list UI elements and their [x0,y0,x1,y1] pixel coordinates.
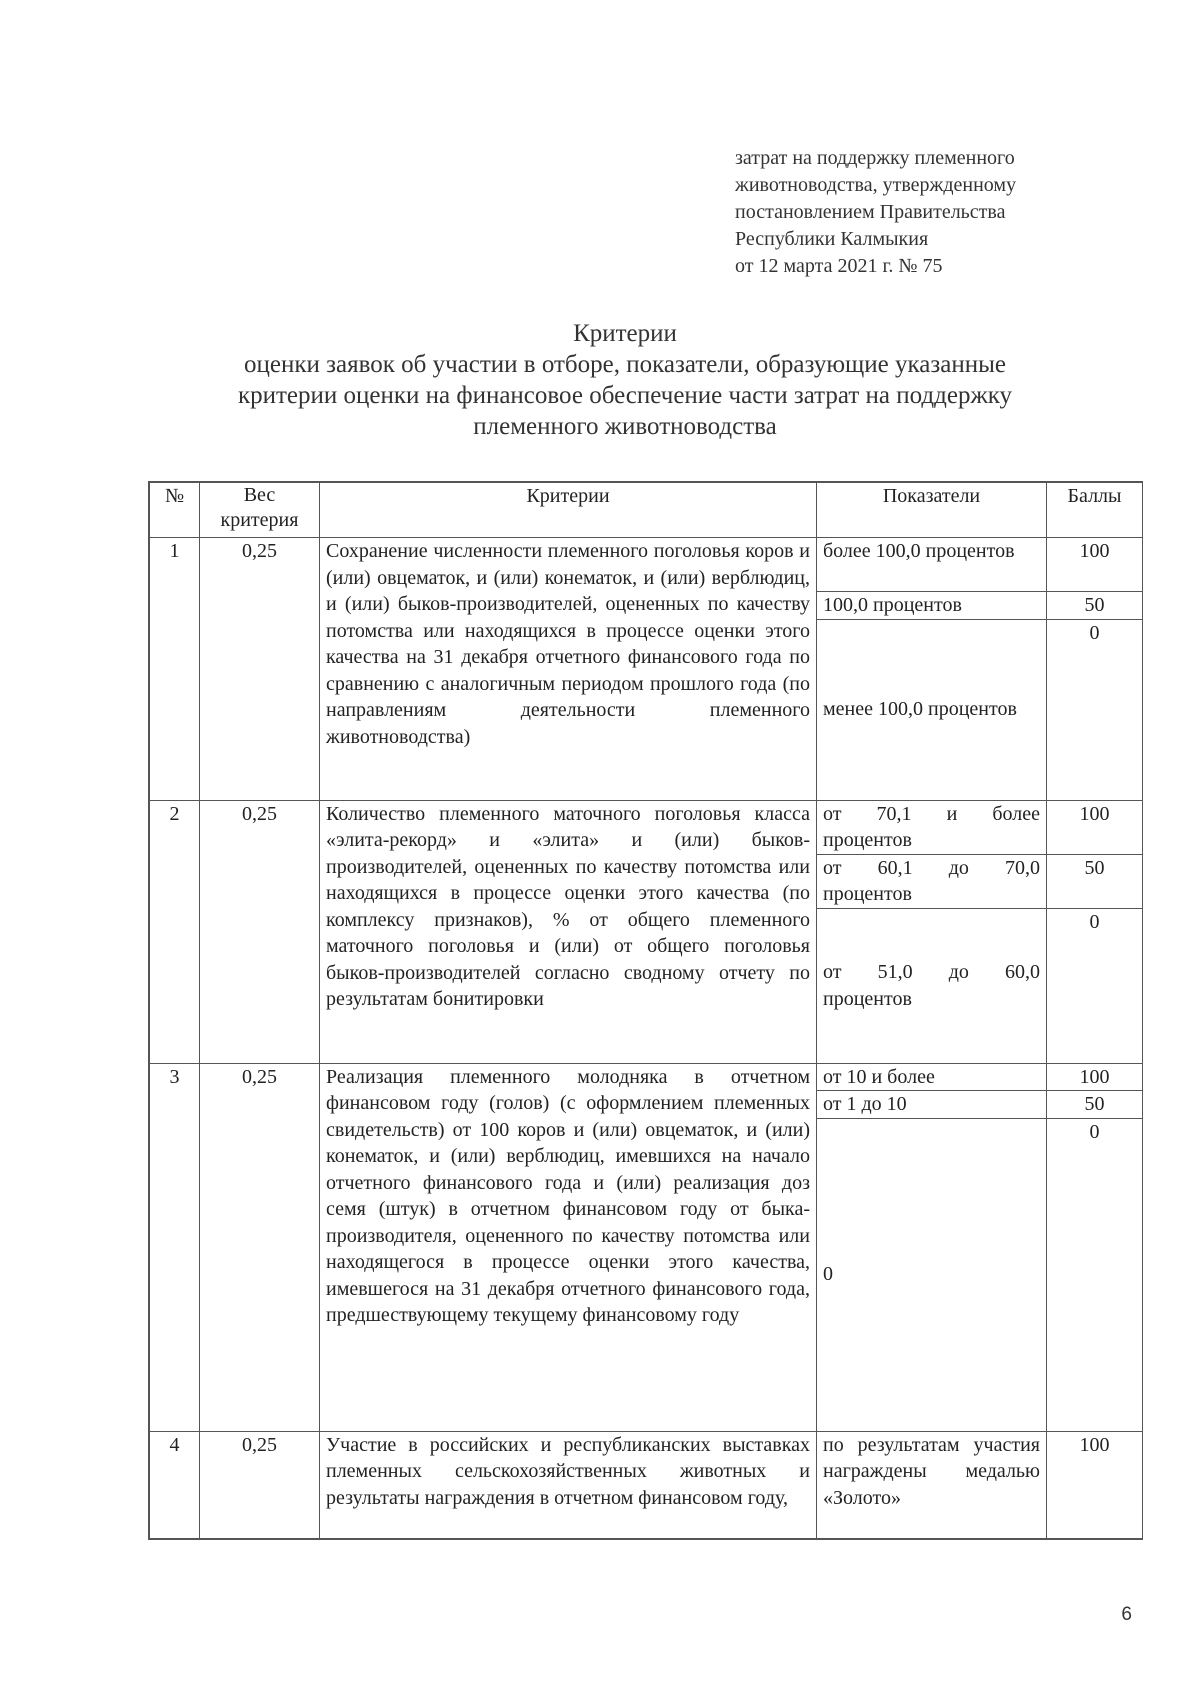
header-line: от 12 марта 2021 г. № 75 [735,255,943,277]
row-indicator: менее 100,0 процентов [817,619,1047,800]
row-weight: 0,25 [200,1063,320,1431]
row-criteria: Сохранение численности племенного поголовья коров и (или) овцематок, и (или) конематок, и (или) верблюдиц, и (или) быков-производителей, оцененных по качеству потомства или находящихся в процессе оценки этого качества на 31 декабря отчетного финансового года по сравнению с аналогичным периодом прошлого года (по направлениям деятельности племенного животноводства) [320,538,817,801]
approval-header [735,145,1016,280]
row-indicator: 100,0 процентов [817,592,1047,620]
row-indicator: от 1 до 10 [817,1091,1047,1119]
title-subtitle-line: племенного животноводства [473,413,777,440]
row-weight: 0,25 [200,800,320,1063]
row-points: 50 [1047,592,1143,620]
row-weight: 0,25 [200,538,320,801]
row-points: 100 [1047,800,1143,854]
row-num: 4 [150,1431,200,1538]
title-subtitle-line: критерии оценки на финансовое обеспечение части затрат на поддержку [237,382,1013,409]
row-num: 1 [150,538,200,801]
table-header-row [150,483,1143,538]
row-points: 100 [1047,538,1143,592]
row-indicator: более 100,0 процентов [817,538,1047,592]
row-indicator: 0 [817,1118,1047,1431]
header-line: Республики Калмыкия [735,228,929,250]
header-line: затрат на поддержку племенного [735,147,1015,169]
header-indicators: Показатели [817,483,1047,538]
header-points: Баллы [1047,483,1143,538]
row-points: 0 [1047,908,1143,1063]
row-indicator: от 10 и более [817,1063,1047,1091]
row-criteria: Участие в российских и республиканских выставках племенных сельскохозяйственных животных и результаты награждения в отчетном финансовом году, [320,1431,817,1538]
row-points: 100 [1047,1063,1143,1091]
row-indicator: по результатам участия награждены медалью «Золото» [817,1431,1047,1538]
document-title [150,318,1100,442]
title-main: Критерии [573,320,677,347]
page-number: 6 [1121,1604,1132,1625]
criteria-table [148,481,1143,1540]
header-line: животноводства, утвержденному [735,174,1017,196]
row-points: 100 [1047,1431,1143,1538]
row-criteria: Количество племенного маточного поголовья класса «элита-рекорд» и «элита» и (или) быков-производителей, оцененных по качеству потомства или находящихся в процессе оценки этого качества (по комплексу признаков), % от общего племенного маточного поголовья и (или) от общего поголовья быков-производителей согласно сводному отчету по результатам бонитировки [320,800,817,1063]
title-subtitle-line: оценки заявок об участии в отборе, показатели, образующие указанные [243,351,1006,378]
row-indicator: от 51,0 до 60,0 процентов [817,908,1047,1063]
row-points: 50 [1047,1091,1143,1119]
table-row [150,1431,1143,1538]
row-indicator: от 60,1 до 70,0 процентов [817,854,1047,908]
row-indicator: от 70,1 и более процентов [817,800,1047,854]
row-num: 2 [150,800,200,1063]
header-line: постановлением Правительства [735,201,1006,223]
table-row [150,800,1143,854]
row-criteria: Реализация племенного молодняка в отчетном финансовом году (голов) (с оформлением племенных свидетельств) от 100 коров и (или) овцематок, и (или) конематок, и (или) верблюдиц, имевшихся на начало отчетного финансового года и (или) реализация доз семя (штук) в отчетном финансовом году от быка-производителя, оцененного по качеству потомства или находящегося в процессе оценки этого качества, имевшегося на 31 декабря отчетного финансового года, предшествующему текущему финансовому году [320,1063,817,1431]
table-row [150,538,1143,592]
header-weight: Вес критерия [200,483,320,538]
header-criteria: Критерии [320,483,817,538]
row-num: 3 [150,1063,200,1431]
table-row [150,1063,1143,1091]
row-weight: 0,25 [200,1431,320,1538]
row-points: 50 [1047,854,1143,908]
row-points: 0 [1047,1118,1143,1431]
header-num: № [150,483,200,538]
row-points: 0 [1047,619,1143,800]
